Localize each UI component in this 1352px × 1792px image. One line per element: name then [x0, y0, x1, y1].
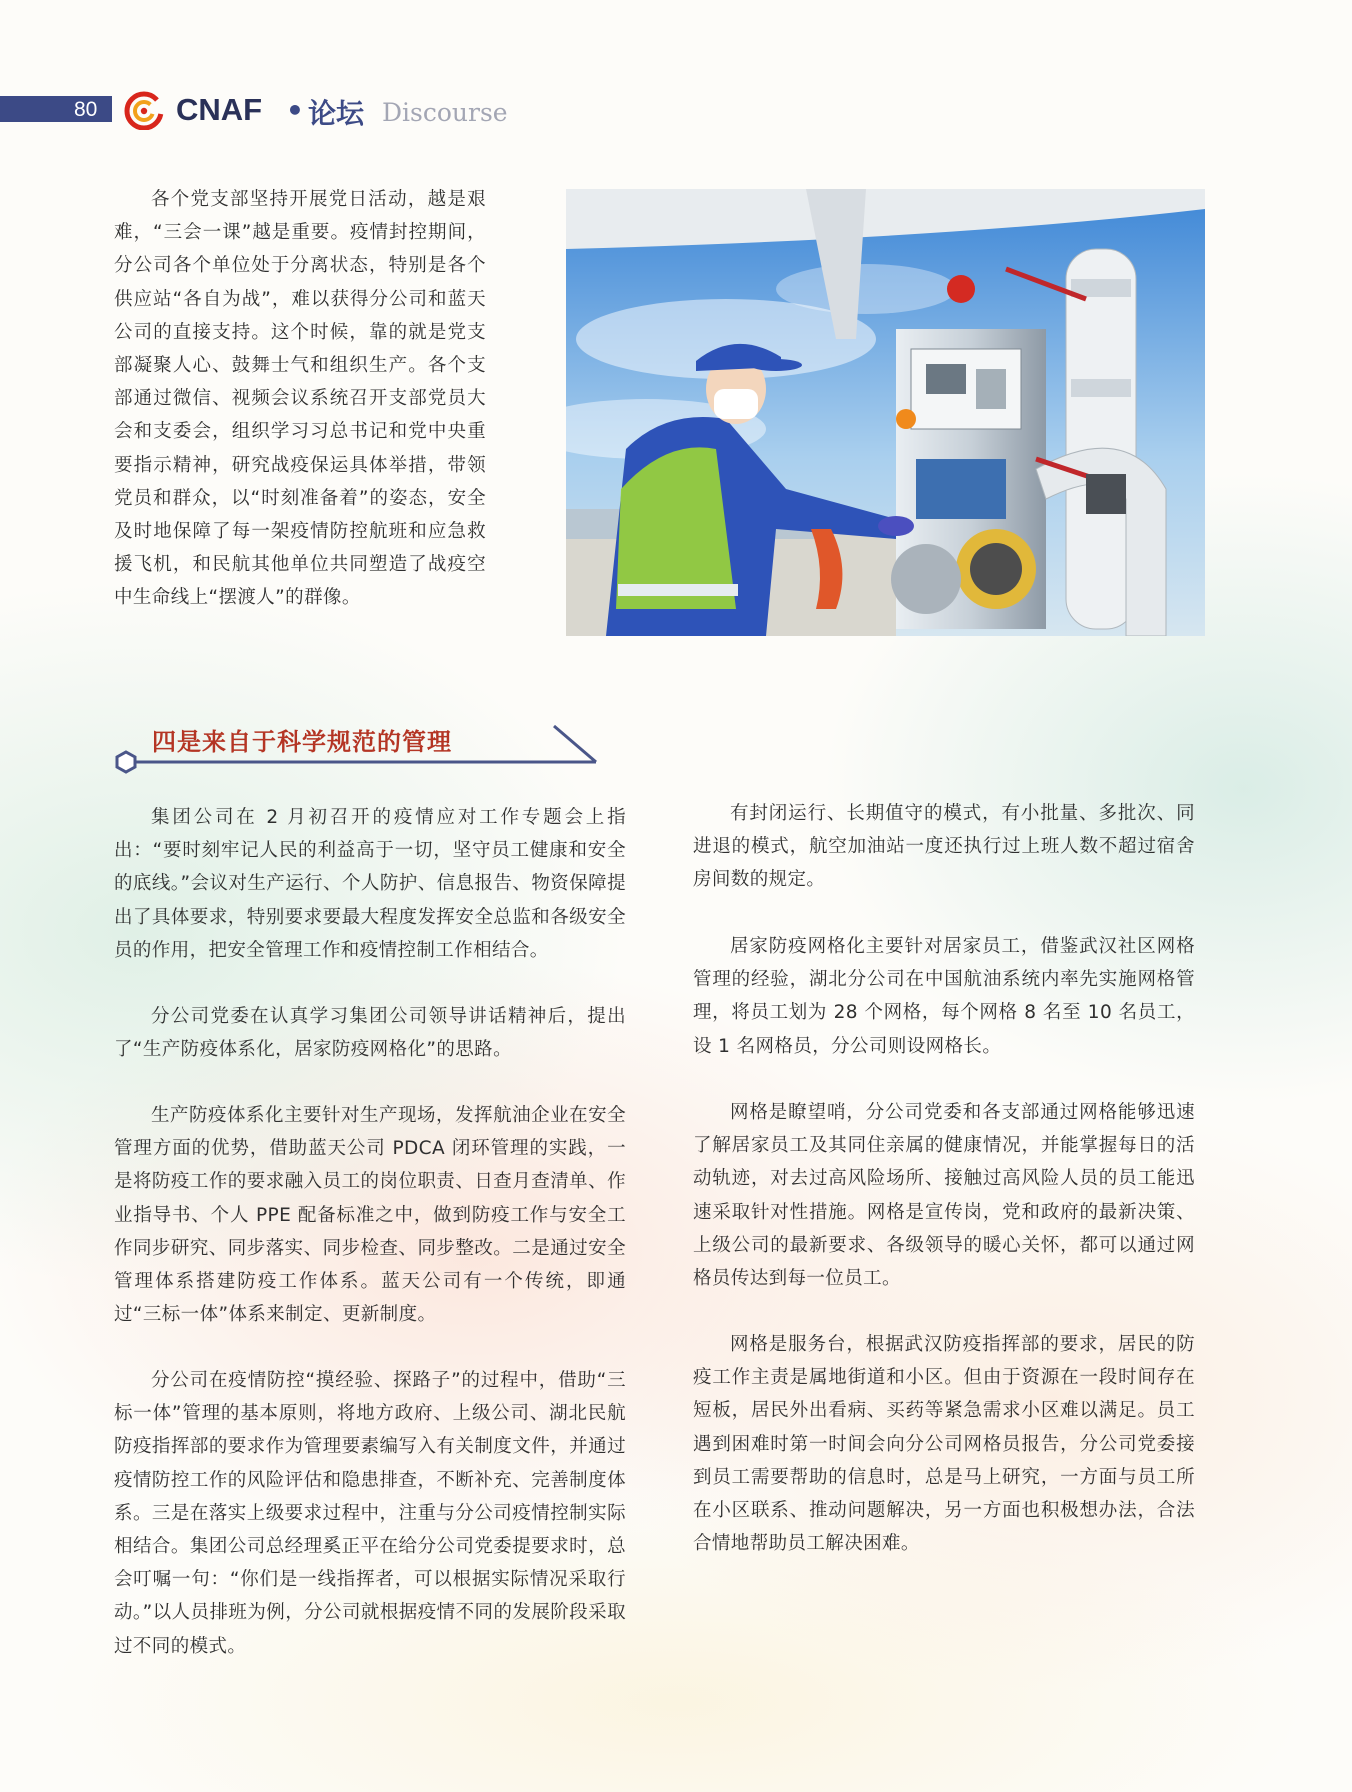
intro-paragraph: 各个党支部坚持开展党日活动，越是艰难，“三会一课”越是重要。疫情封控期间，分公司各个单位处于分离状态，特别是各个供应站“各自为战”，难以获得分公司和蓝天公司的直接支持。这个时候，靠的就是党支部凝聚人心、鼓舞士气和组织生产。各个支部通过微信、视频会议系统召开支部党员大会和支委会，组织学习习总书记和党中央重要指示精神，研究战疫保运具体举措，带领党员和群众，以“时刻准备着”的姿态，安全及时地保障了每一架疫情防控航班和应急救援飞机，和民航其他单位共同塑造了战疫空中生命线上“摆渡人”的群像。	[114, 189, 486, 609]
right-paragraph-4: 网格是服务台，根据武汉防疫指挥部的要求，居民的防疫工作主责是属地街道和小区。但由于资源在一段时间存在短板，居民外出看病、买药等紧急需求小区难以满足。员工遇到困难时第一时间会向分公司网格员报告，分公司党委接到员工需要帮助的信息时，总是马上研究，一方面与员工所在小区联系、推动问题解决，另一方面也积极想办法，合法合情地帮助员工解决困难。	[693, 1334, 1195, 1555]
cnaf-logo-icon	[122, 90, 168, 130]
section-title-en: Discourse	[382, 98, 508, 127]
header-separator: •	[286, 94, 304, 127]
right-paragraph-3: 网格是瞭望哨，分公司党委和各支部通过网格能够迅速了解居家员工及其同住亲属的健康情况，并能掌握每日的活动轨迹，对去过高风险场所、接触过高风险人员的员工能迅速采取针对性措施。网格是宣传岗，党和政府的最新决策、上级公司的最新要求、各级领导的暖心关怀，都可以通过网格员传达到每一位员工。	[693, 1102, 1195, 1290]
left-paragraph-4: 分公司在疫情防控“摸经验、探路子”的过程中，借助“三标一体”管理的基本原则，将地方政府、上级公司、湖北民航防疫指挥部的要求作为管理要素编写入有关制度文件，并通过疫情防控工作的风险评估和隐患排查，不断补充、完善制度体系。三是在落实上级要求过程中，注重与分公司疫情控制实际相结合。集团公司总经理奚正平在给分公司党委提要求时，总会叮嘱一句：“你们是一线指挥者，可以根据实际情况采取行动。”以人员排班为例，分公司就根据疫情不同的发展阶段采取过不同的模式。	[114, 1370, 626, 1657]
section-title: 论坛	[308, 97, 365, 130]
left-paragraph-2: 分公司党委在认真学习集团公司领导讲话精神后，提出了“生产防疫体系化，居家防疫网格化”的思路。	[114, 1006, 626, 1061]
left-paragraph-3: 生产防疫体系化主要针对生产现场，发挥航油企业在安全管理方面的优势，借助蓝天公司 PDCA 闭环管理的实践，一是将防疫工作的要求融入员工的岗位职责、日查月查清单、作业指导书、个人 PPE 配备标准之中，做到防疫工作与安全工作同步研究、同步落实、同步检查、同步整改。二是通过安全管理体系搭建防疫工作体系。蓝天公司有一个传统，即通过“三标一体”体系来制定、更新制度。	[114, 1105, 626, 1326]
left-paragraph-1: 集团公司在 2 月初召开的疫情应对工作专题会上指出：“要时刻牢记人民的利益高于一切，坚守员工健康和安全的底线。”会议对生产运行、个人防护、信息报告、物资保障提出了具体要求，特别要求要最大程度发挥安全总监和各级安全员的作用，把安全管理工作和疫情控制工作相结合。	[114, 807, 626, 961]
page-number: 80	[74, 98, 98, 121]
section-heading: 四是来自于科学规范的管理	[152, 728, 452, 756]
brand-name: CNAF	[176, 92, 263, 127]
refueling-worker-photo	[566, 189, 1205, 636]
page-header	[0, 90, 560, 130]
right-paragraph-1: 有封闭运行、长期值守的模式，有小批量、多批次、同进退的模式，航空加油站一度还执行过上班人数不超过宿舍房间数的规定。	[693, 803, 1195, 891]
right-paragraph-2: 居家防疫网格化主要针对居家员工，借鉴武汉社区网格管理的经验，湖北分公司在中国航油系统内率先实施网格管理，将员工划为 28 个网格，每个网格 8 名至 10 名员工，设 1 名网格员，分公司则设网格长。	[693, 936, 1195, 1057]
